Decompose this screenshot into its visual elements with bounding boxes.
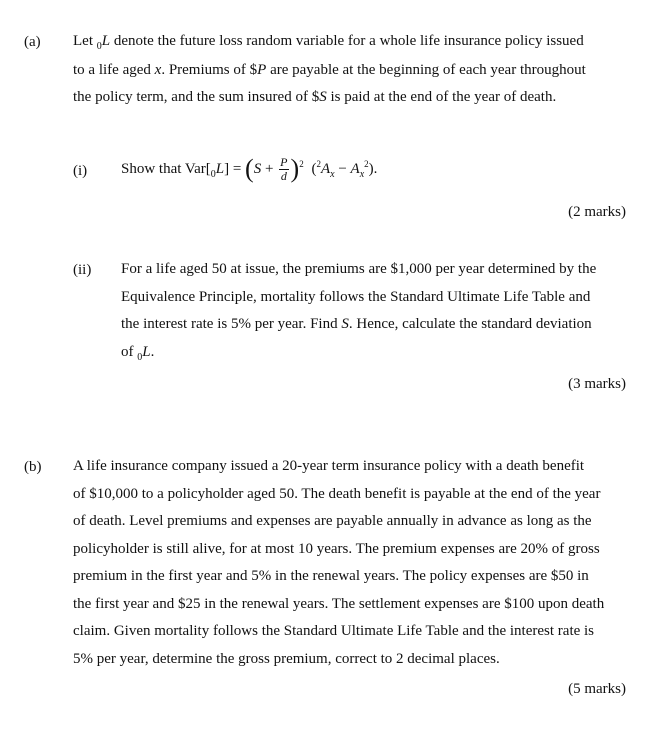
- part-a-ii-label: (ii): [73, 262, 92, 278]
- part-b-line-5: premium in the first year and 5% in the renewal years. The policy expenses are $50 in: [73, 568, 589, 584]
- part-a-i-formula: Show that $Var[_0L] = (S$ + $\frac{P}{d}$ )$^2$ $(^2A_x - A_x^2)$.: [121, 154, 378, 184]
- part-a-line-2: to a life aged x. Premiums of $P are payable at the beginning of each year throughout: [73, 61, 586, 78]
- part-b-line-1: A life insurance company issued a 20-year term insurance policy with a death benefit: [73, 458, 585, 474]
- part-a-ii-text: [121, 256, 628, 367]
- part-a-line-3: the policy term, and the sum insured of $S is paid at the end of the year of death.: [73, 89, 557, 105]
- part-a-label: (a): [24, 34, 41, 50]
- part-b-line-4: policyholder is still alive, for at most 10 years. The premium expenses are 20% of gross: [73, 540, 600, 557]
- show-that-text: Show that Var[: [121, 161, 211, 177]
- part-a-i-label: (i): [73, 163, 88, 179]
- part-b-line-8: 5% per year, determine the gross premium, correct to 2 decimal places.: [73, 650, 500, 667]
- part-b-label: (b): [24, 459, 42, 475]
- part-b-line-3: of death. Level premiums and expenses are payable annually in advance as long as the: [73, 513, 592, 529]
- part-b-line-2: of $10,000 to a policyholder aged 50. The death benefit is payable at the end of the year: [73, 485, 601, 502]
- part-a-ii-line-4: of $_0$L.: [121, 343, 155, 363]
- part-b-line-7: claim. Given mortality follows the Standard Ultimate Life Table and the interest rate is: [73, 623, 595, 639]
- part-b-marks: (5 marks): [568, 681, 626, 697]
- part-a-ii-marks: (3 marks): [568, 376, 626, 392]
- part-b-text: [73, 453, 628, 673]
- part-a-i-marks: (2 marks): [568, 204, 626, 220]
- part-a-line-1: Let $_0$L denote the future loss random variable for a whole life insurance policy issued: [73, 33, 584, 52]
- part-a-ii-line-1: For a life aged 50 at issue, the premiums are $1,000 per year determined by the: [121, 261, 597, 277]
- part-b-line-6: the first year and $25 in the renewal years. The settlement expenses are $100 upon death: [73, 595, 605, 612]
- part-a-text: [73, 28, 628, 112]
- part-a-ii-line-3: the interest rate is 5% per year. Find S. Hence, calculate the standard deviation: [121, 316, 592, 332]
- part-a-ii-line-2: Equivalence Principle, mortality follows the Standard Ultimate Life Table and: [121, 288, 591, 305]
